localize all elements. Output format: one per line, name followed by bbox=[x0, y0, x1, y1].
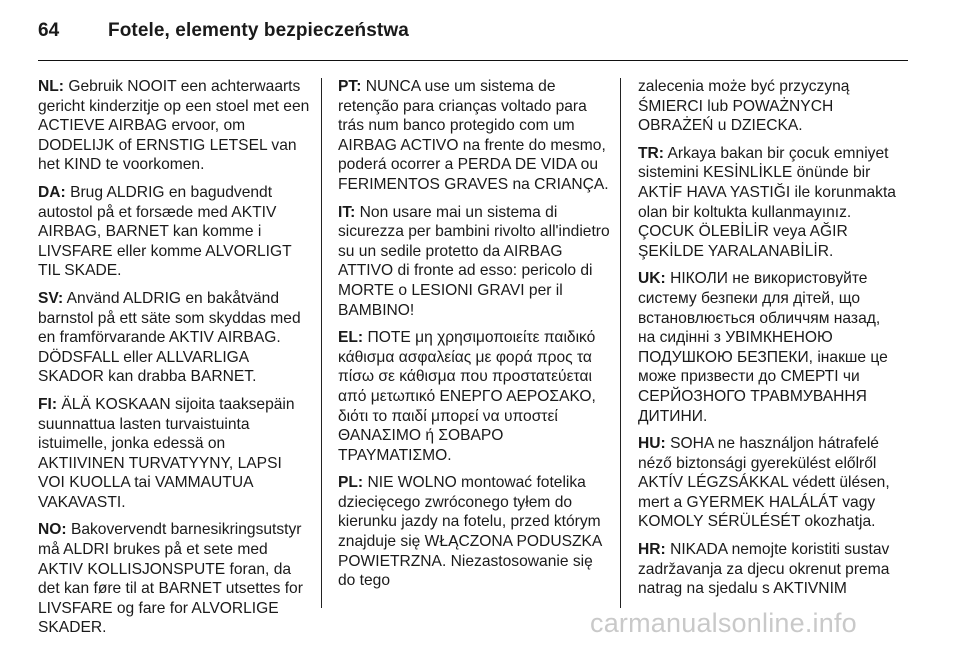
warning-paragraph-tr bbox=[638, 144, 900, 262]
language-code: IT: bbox=[338, 203, 356, 221]
warning-paragraph-uk bbox=[638, 269, 900, 426]
language-code: UK: bbox=[638, 270, 666, 288]
warning-text: NUNCA use um sistema de retenção para crianças voltado para trás num banco protegido com um AIRBAG ACTIVO na frente do mesmo, poderá ocorrer a PERDA DE VIDA ou FERIMENTOS GRAVES na CRIANÇA. bbox=[338, 78, 609, 193]
language-code: NO: bbox=[38, 521, 67, 539]
warning-paragraph-hr bbox=[638, 540, 900, 599]
warning-text: Gebruik NOOIT een achterwaarts gericht kinderzitje op een stoel met een ACTIEVE AIRBAG ervoor, om DODELIJK of ERNSTIG LETSEL van het KIND te voorkomen. bbox=[38, 78, 310, 174]
language-code: HR: bbox=[638, 541, 666, 559]
warning-text: Bakovervendt barnesikringsutstyr må ALDRI brukes på et sete med AKTIV KOLLISJONSPUTE foran, da det kan føre til at BARNET utsettes for LIVSFARE og fare for ALVORLIGE SKADER. bbox=[38, 521, 303, 637]
language-code: PT: bbox=[338, 78, 362, 95]
column-divider bbox=[321, 78, 322, 608]
warning-text: NIKADA nemojte koristiti sustav zadržavanja za djecu okrenut prema natrag na sjedalu s AKTIVNIM bbox=[638, 541, 890, 598]
warning-paragraph-pl-continued bbox=[638, 77, 900, 136]
page-title: Fotele, elementy bezpieczeństwa bbox=[108, 20, 409, 41]
warning-paragraph-fi bbox=[38, 395, 310, 513]
warning-paragraph-da bbox=[38, 183, 310, 281]
warning-text: ΠΟΤΕ μη χρησιμοποιείτε παιδικό κάθισμα ασφαλείας με φορά προς τα πίσω σε κάθισμα που προστατεύεται από μετωπικό ΕΝΕΡΓΟ ΑΕΡΟΣΑΚΟ, διότι το παιδί μπορεί να υποστεί ΘΑΝΑΣΙΜΟ ή ΣΟΒΑΡΟ ΤΡΑΥΜΑΤΙΣΜΟ. bbox=[338, 329, 596, 464]
warning-text: Arkaya bakan bir çocuk emniyet sistemini KESİNLİKLE önünde bir AKTİF HAVA YASTIĞI ile korunmakta olan bir koltukta kullanmayınız. ÇOCUK ÖLEBİLİR veya AĞIR ŞEKİLDE YARALANABİLİR. bbox=[638, 144, 896, 260]
language-code: SV: bbox=[38, 289, 64, 307]
warning-text: zalecenia może być przyczyną ŚMIERCI lub POWAŻNYCH OBRAŻEŃ u DZIECKA. bbox=[638, 78, 850, 135]
warning-text: ÄLÄ KOSKAAN sijoita taaksepäin suunnattua lasten turvaistuinta istuimelle, jonka edessä on AKTIIVINEN TURVATYYNY, LAPSI VOI KUOLLA tai VAMMAUTUA VAKAVASTI. bbox=[38, 395, 295, 511]
warning-text: NIE WOLNO montować fotelika dziecięcego zwróconego tyłem do kierunku jazdy na fotelu, przed którym znajduje się WŁĄCZONA PODUSZKA POWIETRZNA. Niezastosowanie się do tego bbox=[338, 474, 602, 590]
warning-paragraph-pl bbox=[338, 473, 610, 591]
page-header bbox=[38, 16, 409, 46]
header-rule bbox=[38, 60, 908, 61]
warning-paragraph-it bbox=[338, 203, 610, 321]
warning-paragraph-no bbox=[38, 520, 310, 638]
warning-paragraph-sv bbox=[38, 289, 310, 387]
warning-text: Brug ALDRIG en bagudvendt autostol på et forsæde med AKTIV AIRBAG, BARNET kan komme i LIVSFARE eller komme ALVORLIGT TIL SKADE. bbox=[38, 183, 292, 280]
warning-text: SOHA ne használjon hátrafelé néző biztonsági gyerekülést előlről AKTÍV LÉGZSÁKKAL védett ülésen, mert a GYERMEK HALÁLÁT vagy KOMOLY SÉRÜLÉSÉT okozhatja. bbox=[638, 435, 890, 531]
language-code: EL: bbox=[338, 329, 364, 347]
language-code: TR: bbox=[638, 144, 664, 162]
text-column-2 bbox=[338, 77, 610, 599]
warning-text: Non usare mai un sistema di sicurezza per bambini rivolto all'indietro su un sedile protetto da AIRBAG ATTIVO di fronte ad esso: pericolo di MORTE o LESIONI GRAVI per il BAMBINO! bbox=[338, 203, 610, 319]
warning-paragraph-nl bbox=[38, 77, 310, 175]
warning-text: НІКОЛИ не використовуйте систему безпеки для дітей, що встановлюється обличчям назад, на сидінні з УВІМКНЕНОЮ ПОДУШКОЮ БЕЗПЕКИ, інакше це може призвести до СМЕРТІ чи СЕРЙОЗНОГО ТРАВМУВАННЯ ДИТИНИ. bbox=[638, 270, 888, 425]
warning-paragraph-el bbox=[338, 328, 610, 465]
language-code: NL: bbox=[38, 78, 64, 95]
page-number: 64 bbox=[38, 20, 60, 41]
watermark: carmanualsonline.info bbox=[590, 608, 857, 638]
warning-paragraph-hu bbox=[638, 434, 900, 532]
language-code: FI: bbox=[38, 395, 58, 413]
language-code: HU: bbox=[638, 435, 666, 453]
text-column-1 bbox=[38, 77, 310, 646]
warning-paragraph-pt bbox=[338, 77, 610, 195]
column-divider bbox=[620, 78, 621, 608]
language-code: PL: bbox=[338, 474, 364, 492]
text-column-3 bbox=[638, 77, 900, 607]
language-code: DA: bbox=[38, 183, 66, 201]
warning-text: Använd ALDRIG en bakåtvänd barnstol på ett säte som skyddas med en framförvarande AKTIV AIRBAG. DÖDSFALL eller ALLVARLIGA SKADOR kan drabba BARNET. bbox=[38, 289, 301, 386]
